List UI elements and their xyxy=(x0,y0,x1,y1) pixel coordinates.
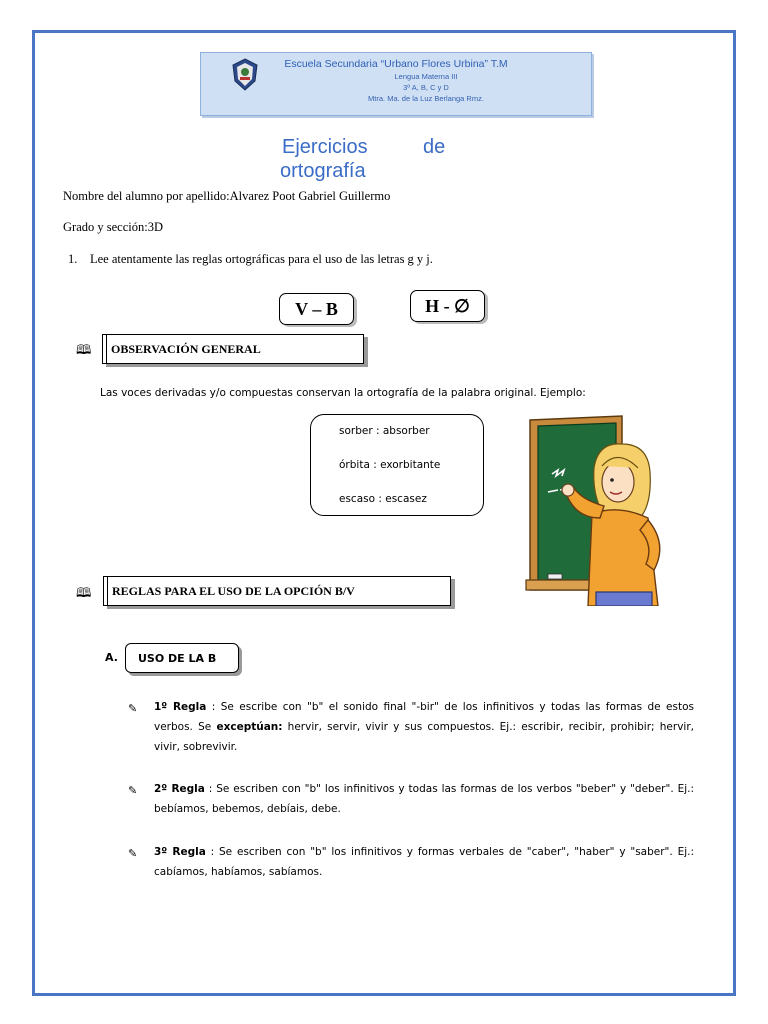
observation-text: Las voces derivadas y/o compuestas conservan la ortografía de la palabra original. Ejemplo: xyxy=(100,387,586,399)
grade-section-line: Grado y sección:3D xyxy=(63,220,163,234)
book-icon: 🕮 xyxy=(76,342,92,357)
rule-label: 2º Regla xyxy=(154,783,205,795)
rule-text: : Se escribe con "b" el sonido final "-bir" de los infinitivos y todas las formas de estos verbos. Se xyxy=(154,701,694,733)
rule-item xyxy=(154,842,694,882)
subsection-letter: A. xyxy=(105,651,118,664)
pencil-icon: ✎ xyxy=(128,848,138,860)
student-name-line: Nombre del alumno por apellido:Alvarez Poot Gabriel Guillermo xyxy=(63,189,391,203)
heading-bar xyxy=(104,577,108,605)
instruction-text: Lee atentamente las reglas ortográficas para el uso de las letras g y j. xyxy=(90,252,433,266)
rule-text: : Se escriben con "b" los infinitivos y todas las formas de los verbos "beber" y "deber". Ej.: bebíamos, bebemos, debíais, debe. xyxy=(154,783,695,815)
letter-box-h: H - ∅ xyxy=(410,290,485,322)
letter-box-vb: V – B xyxy=(279,293,354,325)
example-row: escaso : escasez xyxy=(339,493,427,505)
groups-line: 3º A, B, C y D xyxy=(403,83,449,92)
title-word-3: ortografía xyxy=(280,160,366,182)
use-of-b-label: USO DE LA B xyxy=(138,651,217,665)
rule-item xyxy=(154,779,694,819)
rule-label: 3º Regla xyxy=(154,846,206,858)
rule-text-cont: hervir, servir, vivir y sus compuestos. Ej.: escribir, recibir, prohibir; hervir, vivir, sobrevivir. xyxy=(154,721,694,753)
subject-name: Lengua Materna III xyxy=(394,72,458,81)
rules-heading: REGLAS PARA EL USO DE LA OPCIÓN B/V xyxy=(112,583,355,598)
school-name: Escuela Secundaria “Urbano Flores Urbina” T.M xyxy=(284,58,508,70)
examples-box xyxy=(310,414,484,516)
observation-heading-box xyxy=(102,334,364,364)
title-word-1: Ejercicios xyxy=(282,136,368,158)
heading-bar xyxy=(103,335,107,363)
example-row: sorber : absorber xyxy=(339,425,430,437)
title-word-2: de xyxy=(423,136,446,158)
teacher-name: Mtra. Ma. de la Luz Berlanga Rmz. xyxy=(368,94,484,103)
book-icon: 🕮 xyxy=(76,585,92,600)
example-row: órbita : exorbitante xyxy=(339,459,441,471)
instruction-number: 1. xyxy=(68,252,78,266)
observation-heading: OBSERVACIÓN GENERAL xyxy=(111,341,261,356)
school-header xyxy=(200,52,592,116)
pencil-icon: ✎ xyxy=(128,785,138,797)
teacher-chalkboard-illustration xyxy=(522,414,682,606)
use-of-b-box xyxy=(125,643,239,673)
school-logo xyxy=(231,57,259,91)
rule-emphasis: exceptúan: xyxy=(216,721,283,733)
rules-heading-box xyxy=(103,576,451,606)
pencil-icon: ✎ xyxy=(128,703,138,715)
rule-text: : Se escriben con "b" los infinitivos y formas verbales de "caber", "haber" y "saber". Ej.: cabíamos, habíamos, sabíamos. xyxy=(154,846,694,878)
rule-item xyxy=(154,697,694,757)
rule-label: 1º Regla xyxy=(154,701,207,713)
